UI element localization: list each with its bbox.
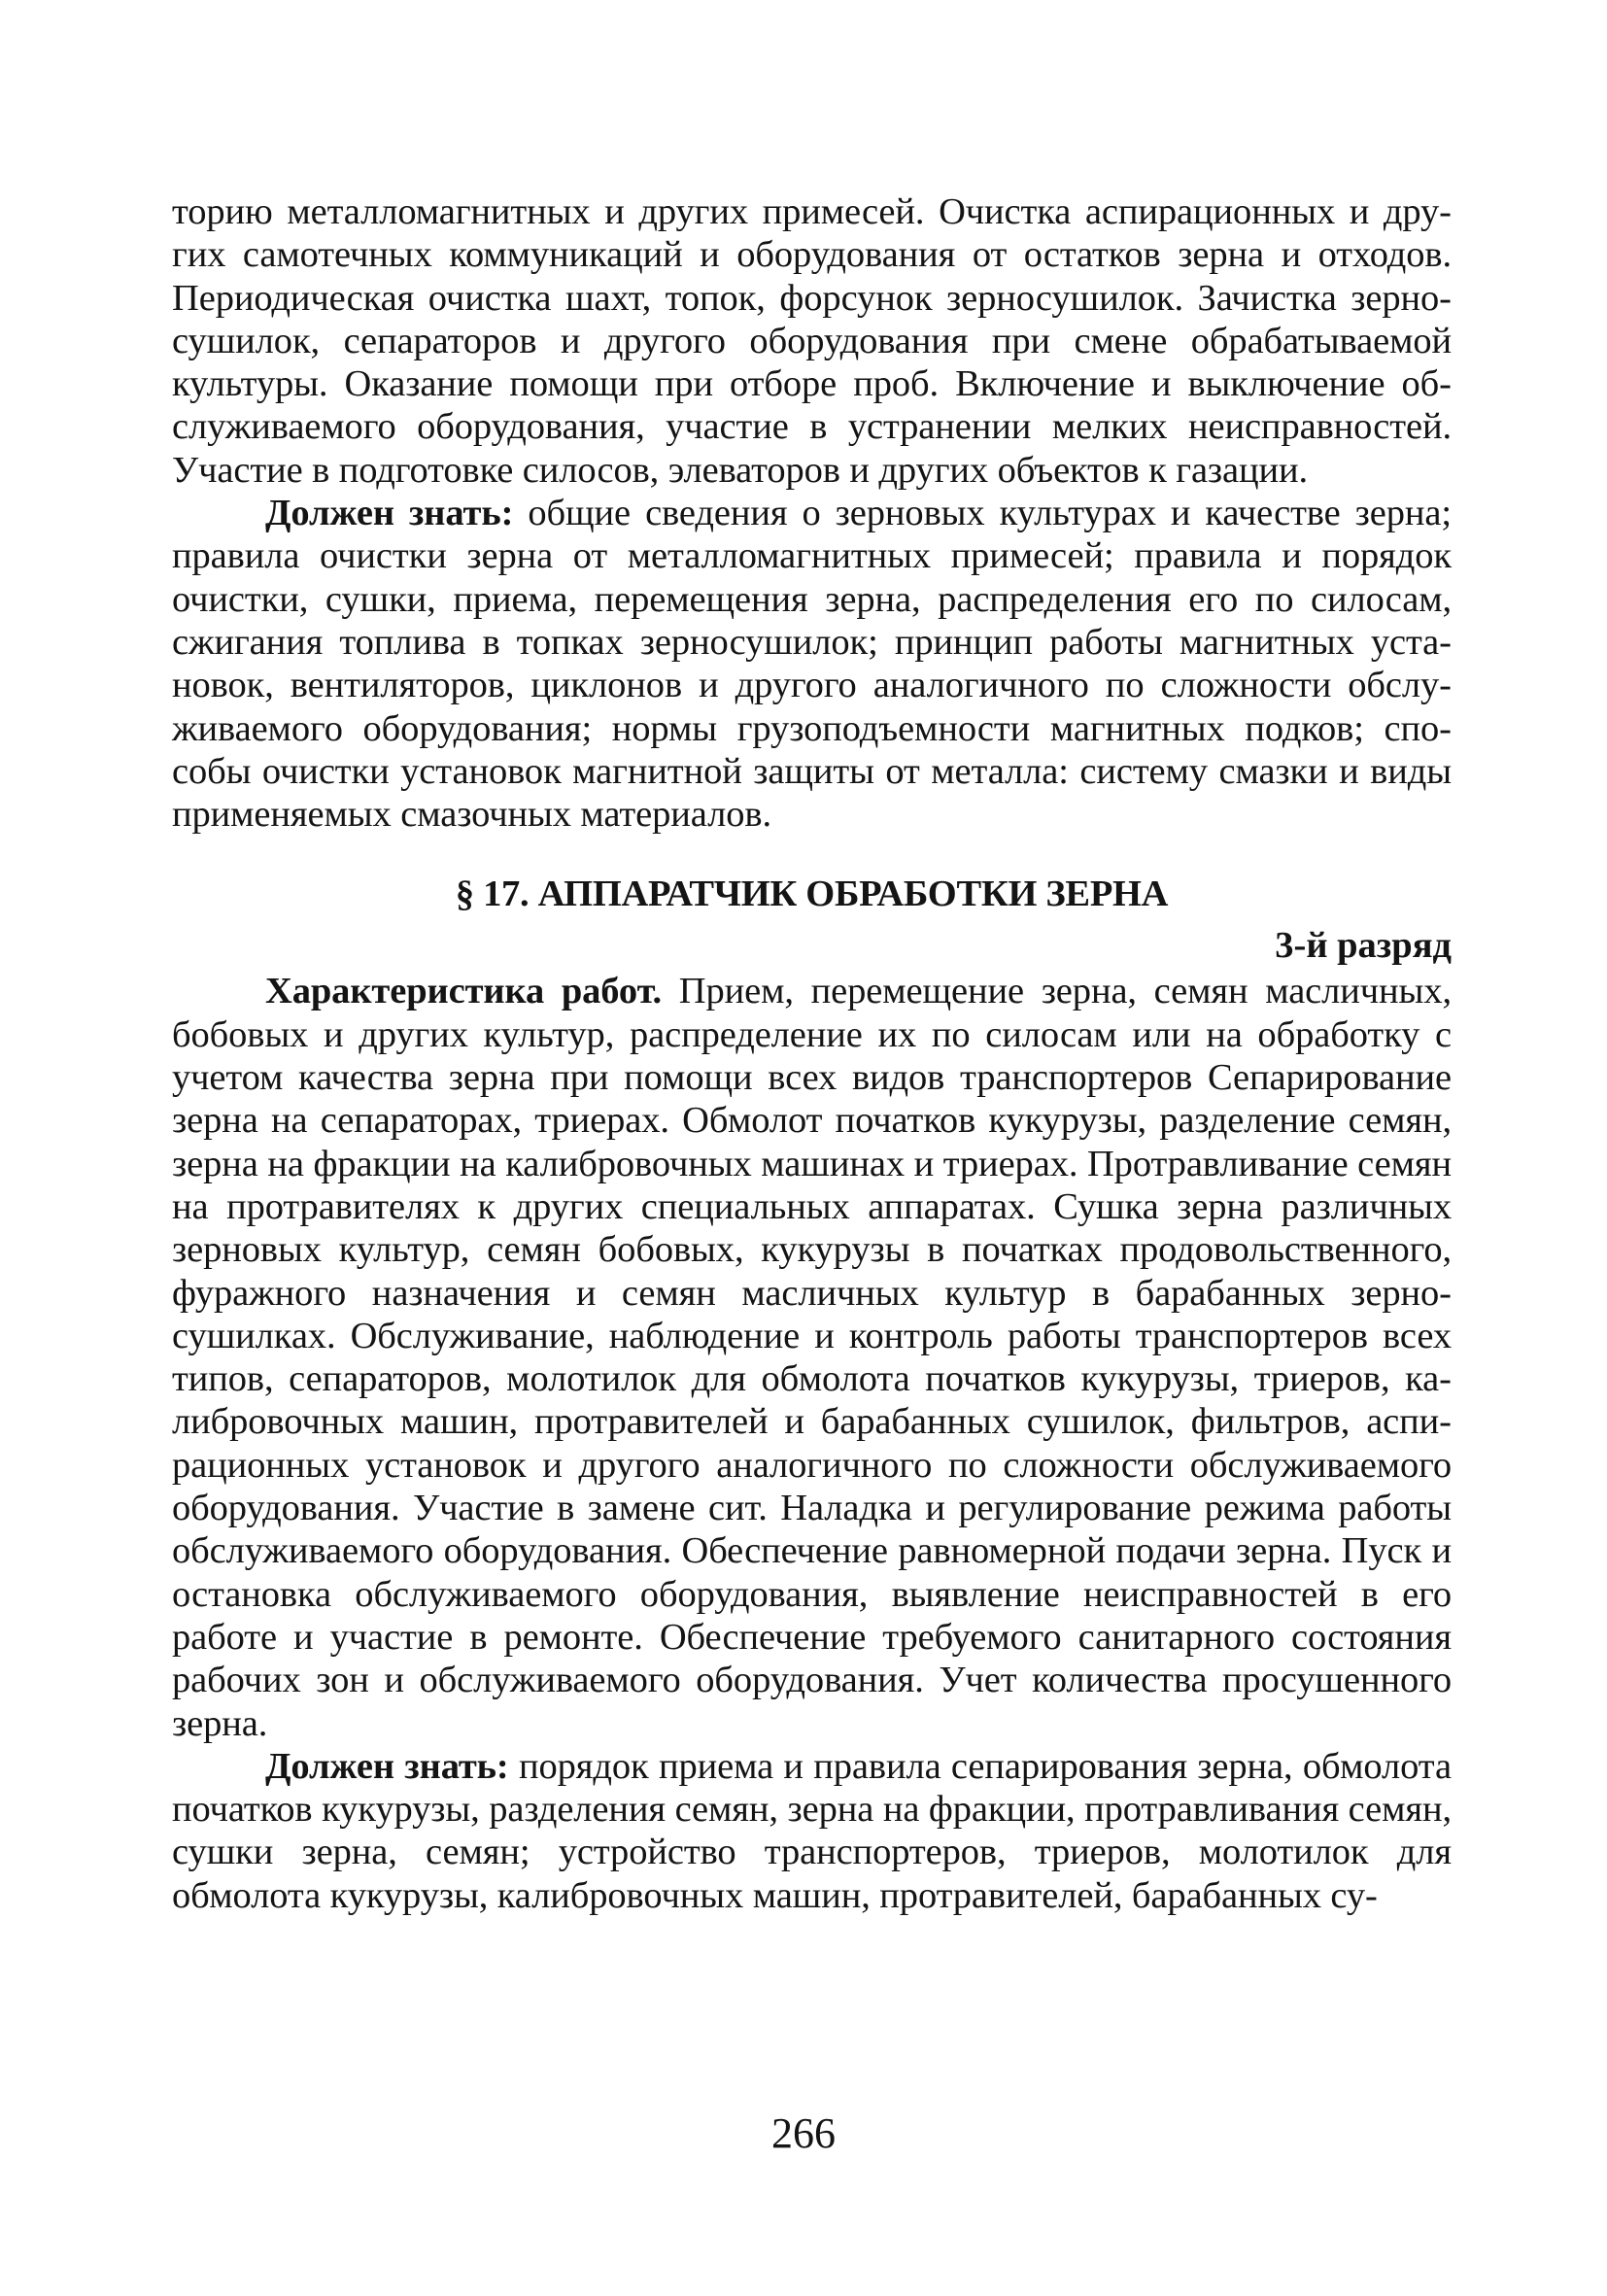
section-title: § 17. АППАРАТЧИК ОБРАБОТКИ ЗЕРНА	[455, 874, 1169, 915]
knowledge-label-2: Должен знать:	[265, 1745, 509, 1787]
knowledge-text-1: общие сведения о зерновых культурах и качестве зерна; правила очистки зерна от металломагнитных примесей; правила и порядок очистки, сушки, приема, перемещения зерна, распределения его по силосам, сжигания топлива в топках зерносушилок; принцип работы магнитных установок, вентиляторов, циклонов и другого аналогичного по сложности обслуживаемого оборудования; нормы грузоподъемности магнитных подков; способы очистки установок магнитной защиты от металла: систему смазки и виды применяемых смазочных материалов.	[172, 493, 1452, 836]
knowledge-paragraph-1	[172, 492, 1452, 836]
grade-label: 3-й разряд	[1275, 925, 1452, 967]
knowledge-text-2: порядок приема и правила сепарирования зерна, обмолота початков кукурузы, разделения семян, зерна на фракции, протравливания семян, сушки зерна, семян; устройство транспортеров, триеров, молотилок для обмолота кукурузы, калибровочных машин, протравителей, барабанных су-	[172, 1745, 1452, 1916]
page-number: 266	[771, 2109, 836, 2157]
work-characteristics-label: Характеристика работ.	[265, 971, 663, 1012]
page-body	[172, 190, 1452, 1917]
work-characteristics-text: Прием, перемещение зерна, семян масличных, бобовых и других культур, распределение их по силосам или на обработку с учетом качества зерна при помощи всех видов транспортеров Сепарирование зерна на сепараторах, триерах. Обмолот початков кукурузы, разделение семян, зерна на фракции на калибровочных машинах и триерах. Протравливание семян на протравителях к других специальных аппаратах. Сушка зерна различных зерновых культур, семян бобовых, кукурузы в початках продовольственного, фуражного назначения и семян масличных культур в барабанных зерносушилках. Обслуживание, наблюдение и контроль работы транспортеров всех типов, сепараторов, молотилок для обмолота початков кукурузы, триеров, калибровочных машин, протравителей и барабанных сушилок, фильтров, аспирационных установок и другого аналогичного по сложности обслуживаемого оборудования. Участие в замене сит. Наладка и регулирование режима работы обслуживаемого оборудования. Обеспечение равномерной подачи зерна. Пуск и остановка обслуживаемого оборудования, выявление неисправностей в его работе и участие в ремонте. Обеспечение требуемого санитарного состояния рабочих зон и обслуживаемого оборудования. Учет количества просушенного зерна.	[172, 971, 1452, 1744]
knowledge-paragraph-2	[172, 1745, 1452, 1917]
intro-paragraph: торию металломагнитных и других примесей. Очистка аспирационных и других самотечных коммуникаций и оборудования от остатков зерна и отходов. Периодическая очистка шахт, топок, форсунок зерносушилок. Зачистка зерносушилок, сепараторов и другого оборудования при смене обрабатываемой культуры. Оказание помощи при отборе проб. Включение и выключение обслуживаемого оборудования, участие в устранении мелких неисправностей. Участие в подготовке силосов, элеваторов и других объектов к газации.	[172, 191, 1452, 491]
work-characteristics-paragraph	[172, 970, 1452, 1744]
knowledge-label-1: Должен знать:	[265, 493, 514, 534]
